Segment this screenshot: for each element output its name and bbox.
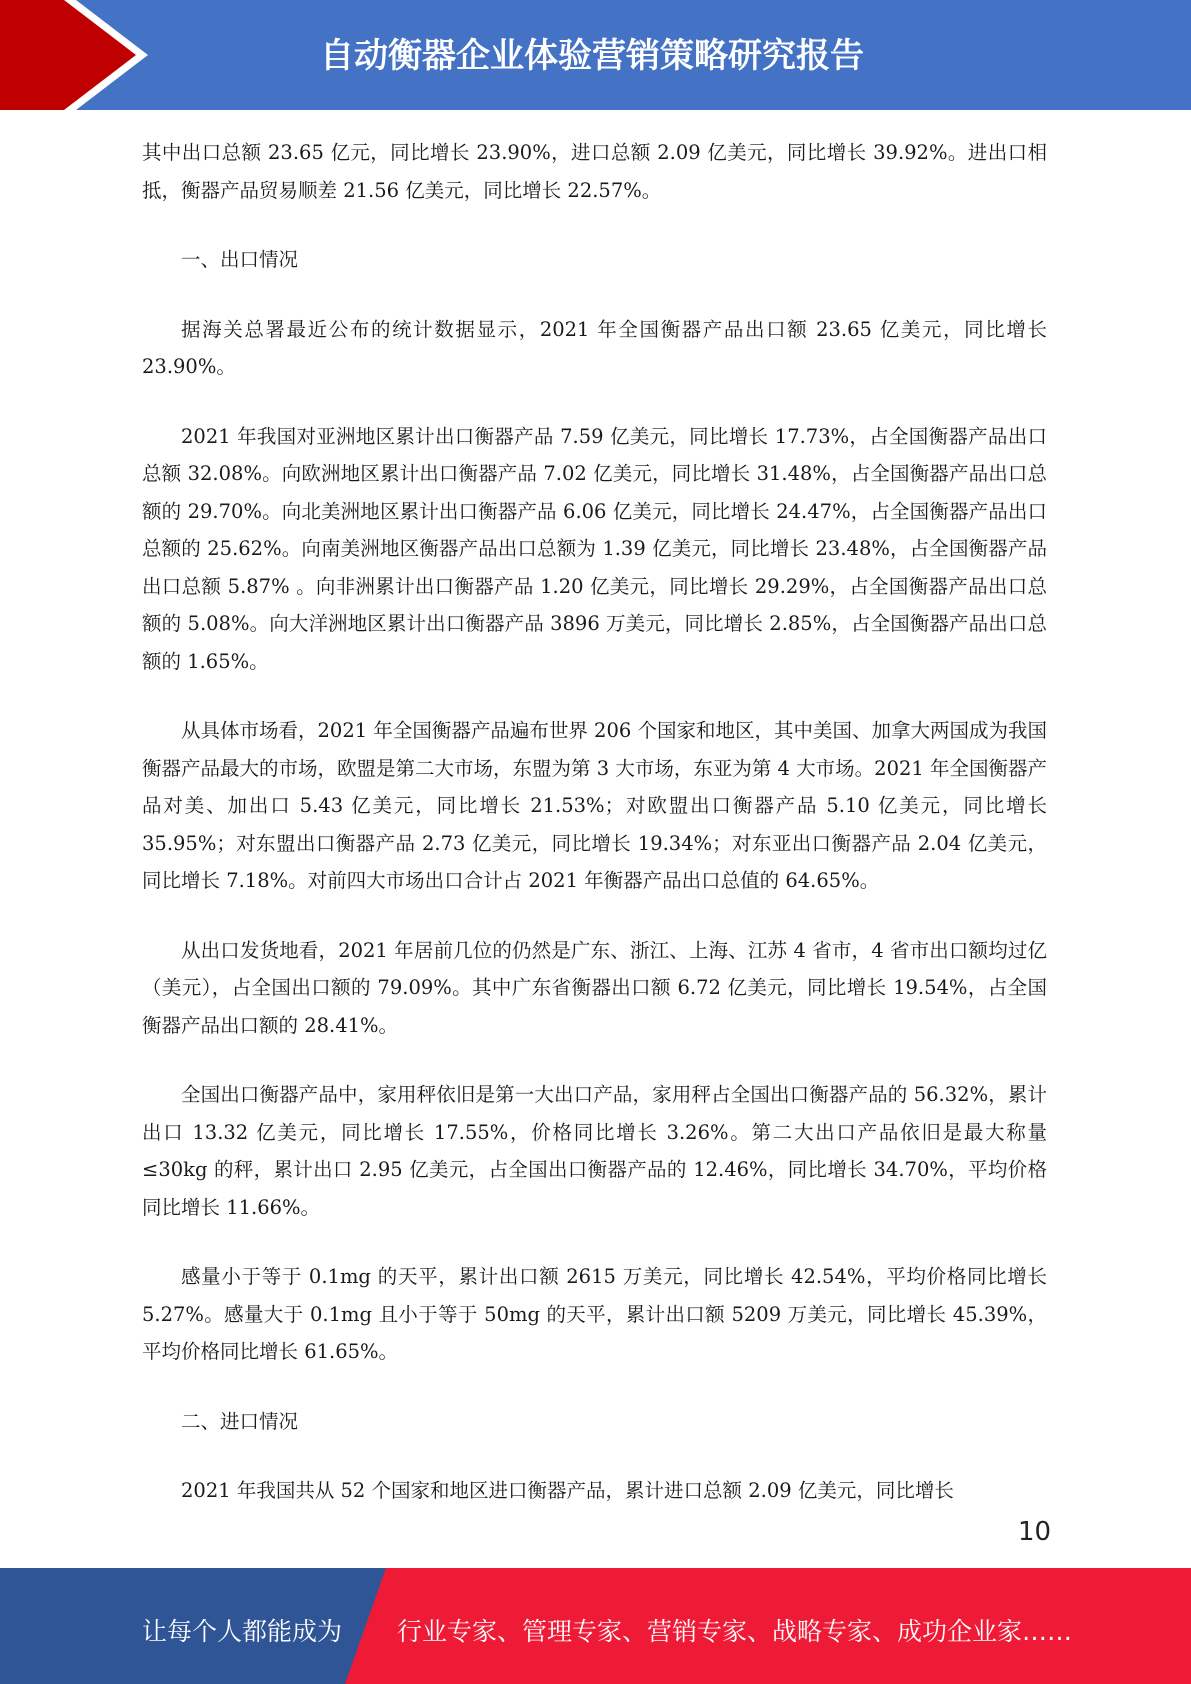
chevron-arrow-icon xyxy=(0,0,160,110)
paragraph-export-balances: 感量小于等于 0.1mg 的天平，累计出口额 2615 万美元，同比增长 42.54%，平均价格同比增长 5.27%。感量大于 0.1mg 且小于等于 50mg 的天平，累计出口额 5209 万美元，同比增长 45.39%，平均价格同比增长 61.65%。 xyxy=(142,1265,1047,1363)
paragraph-import-total: 2021 年我国共从 52 个国家和地区进口衡器产品，累计进口总额 2.09 亿美元，同比增长 xyxy=(181,1479,954,1502)
paragraph-export-by-region: 2021 年我国对亚洲地区累计出口衡器产品 7.59 亿美元，同比增长 17.73%，占全国衡器产品出口总额 32.08%。向欧洲地区累计出口衡器产品 7.02 亿美元，同比增长 31.48%，占全国衡器产品出口总额的 29.70%。向北美洲地区累计出口衡器产品 6.06 亿美元，同比增长 24.47%，占全国衡器产品出口总额的 25.62%。向南美洲地区衡器产品出口总额为 1.39 亿美元，同比增长 23.48%，占全国衡器产品出口总额 5.87% 。向非洲累计出口衡器产品 1.20 亿美元，同比增长 29.29%，占全国衡器产品出口总额的 5.08%。向大洋洲地区累计出口衡器产品 3896 万美元，同比增长 2.85%，占全国衡器产品出口总额的 1.65%。 xyxy=(142,424,1047,673)
paragraph-export-by-product: 全国出口衡器产品中，家用秤依旧是第一大出口产品，家用秤占全国出口衡器产品的 56.32%，累计出口 13.32 亿美元，同比增长 17.55%，价格同比增长 3.26%。第二大出口产品依旧是最大称量≤30kg 的秤，累计出口 2.95 亿美元，占全国出口衡器产品的 12.46%，同比增长 34.70%，平均价格同比增长 11.66%。 xyxy=(142,1083,1047,1219)
page-footer xyxy=(0,1568,1191,1684)
section-heading-export: 一、出口情况 xyxy=(181,248,299,271)
document-body xyxy=(142,134,1047,1542)
paragraph-export-by-origin: 从出口发货地看，2021 年居前几位的仍然是广东、浙江、上海、江苏 4 省市，4 省市出口额均过亿（美元），占全国出口额的 79.09%。其中广东省衡器出口额 6.72 亿美元，同比增长 19.54%，占全国衡器产品出口额的 28.41%。 xyxy=(142,938,1047,1037)
page-number: 10 xyxy=(1018,1517,1052,1547)
paragraph-export-by-market: 从具体市场看，2021 年全国衡器产品遍布世界 206 个国家和地区，其中美国、加拿大两国成为我国衡器产品最大的市场，欧盟是第二大市场，东盟为第 3 大市场，东亚为第 4 大市场。2021 年全国衡器产品对美、加出口 5.43 亿美元，同比增长 21.53%；对欧盟出口衡器产品 5.10 亿美元，同比增长 35.95%；对东盟出口衡器产品 2.73 亿美元，同比增长 19.34%；对东亚出口衡器产品 2.04 亿美元，同比增长 7.18%。对前四大市场出口合计占 2021 年衡器产品出口总值的 64.65%。 xyxy=(142,719,1047,892)
document-title: 自动衡器企业体验营销策略研究报告 xyxy=(320,36,864,76)
page-header xyxy=(0,0,1191,110)
section-heading-import: 二、进口情况 xyxy=(181,1409,299,1433)
paragraph-export-total: 据海关总署最近公布的统计数据显示，2021 年全国衡器产品出口额 23.65 亿美元，同比增长 23.90%。 xyxy=(142,317,1047,378)
footer-slogan-right: 行业专家、管理专家、营销专家、战略专家、成功企业家…… xyxy=(397,1617,1073,1646)
paragraph-trade-summary: 其中出口总额 23.65 亿元，同比增长 23.90%，进口总额 2.09 亿美元，同比增长 39.92%。进出口相抵，衡器产品贸易顺差 21.56 亿美元，同比增长 22.57%。 xyxy=(142,141,1047,202)
footer-slogan-left: 让每个人都能成为 xyxy=(142,1617,343,1646)
